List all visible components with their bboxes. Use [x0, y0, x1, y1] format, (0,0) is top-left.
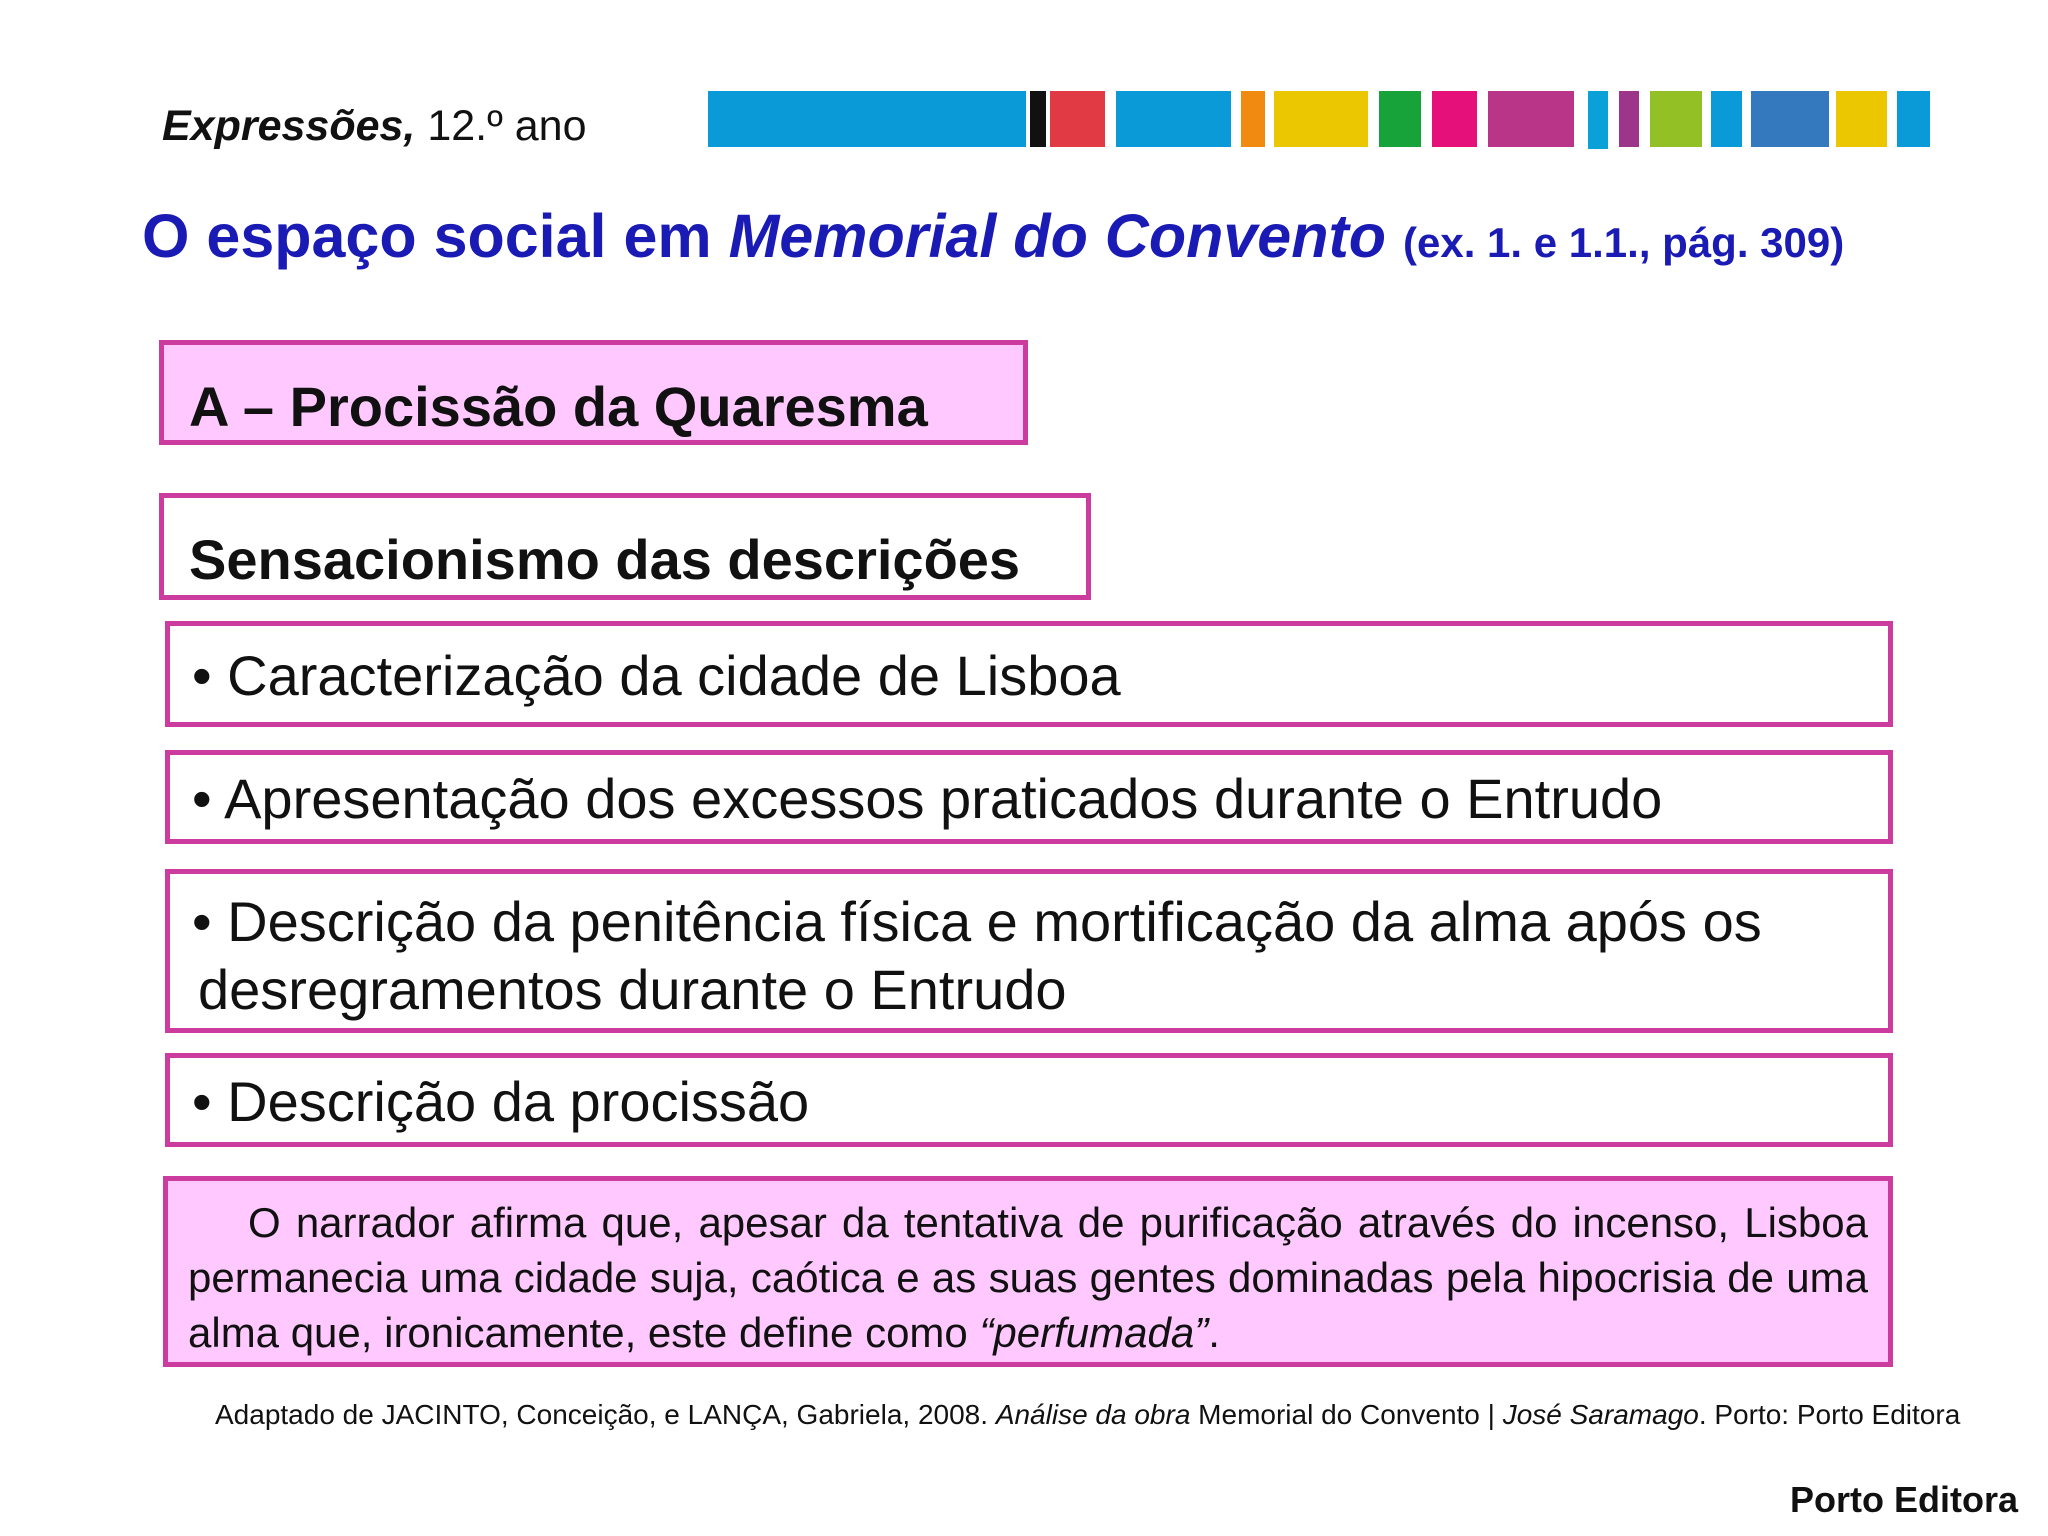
strip-segment: [1650, 91, 1702, 147]
strip-segment: [1619, 91, 1639, 147]
series-year: 12.º ano: [415, 102, 587, 150]
note-paragraph: [188, 1195, 1868, 1360]
note-box: [163, 1176, 1893, 1367]
strip-segment: [1836, 91, 1887, 147]
bullet-line-1: • Descrição da penitência física e mortificação da alma após os: [192, 890, 1762, 953]
publisher-logo-text: Porto Editora: [1790, 1479, 2019, 1520]
section-heading-box: [159, 340, 1028, 445]
series-name: Expressões,: [162, 102, 416, 150]
note-body: O narrador afirma que, apesar da tentativa de purificação através do incenso, Lisboa permanecia uma cidade suja, caótica e as suas gentes dominadas pela hipocrisia de uma alma que, ironicamente, este define como: [188, 1199, 1868, 1356]
source-citation: [215, 1397, 1960, 1433]
strip-segment: [1274, 91, 1368, 147]
strip-segment: [708, 91, 1026, 147]
strip-segment: [1488, 91, 1574, 147]
bullet-box: [165, 621, 1893, 727]
subheading: Sensacionismo das descrições: [189, 528, 1021, 591]
strip-segment: [1050, 91, 1105, 147]
strip-segment: [1379, 91, 1421, 147]
bullet-box: [165, 869, 1893, 1033]
color-strip: [708, 91, 1930, 147]
section-heading: A – Procissão da Quaresma: [189, 375, 928, 438]
strip-segment: [1751, 91, 1829, 147]
strip-segment: [1241, 91, 1265, 147]
bullet-text: • Descrição da procissão: [192, 1070, 810, 1133]
title-part-1: O espaço social em: [142, 202, 729, 270]
subheading-box: [159, 493, 1091, 600]
citation-part: . Porto: Porto Editora: [1698, 1399, 1961, 1430]
bullet-text: • Apresentação dos excessos praticados durante o Entrudo: [192, 767, 1663, 830]
bullet-line-2: desregramentos durante o Entrudo: [198, 958, 1067, 1021]
strip-segment: [1432, 91, 1477, 147]
bullet-text: [192, 888, 1762, 1024]
strip-segment: [1030, 91, 1046, 147]
citation-part: Adaptado de JACINTO, Conceição, e LANÇA, Gabriela, 2008.: [215, 1399, 996, 1430]
title-book-name: Memorial do Convento: [728, 202, 1387, 270]
citation-author: José Saramago: [1502, 1399, 1699, 1430]
note-quote: “perfumada”: [979, 1309, 1209, 1356]
series-label: [162, 100, 587, 152]
title-spacer: [1386, 202, 1403, 270]
strip-segment: [1711, 91, 1742, 147]
strip-segment: [1897, 91, 1930, 147]
slide-title: [142, 200, 1844, 279]
title-reference: (ex. 1. e 1.1., pág. 309): [1403, 219, 1845, 266]
bullet-text: • Caracterização da cidade de Lisboa: [192, 644, 1121, 707]
strip-segment: [1116, 91, 1231, 147]
bullet-box: [165, 750, 1893, 844]
note-end: .: [1208, 1309, 1220, 1356]
citation-part: Memorial do Convento |: [1190, 1399, 1503, 1430]
citation-italic: Análise da obra: [995, 1399, 1191, 1430]
bullet-box: [165, 1053, 1893, 1147]
strip-segment: [1588, 91, 1608, 149]
